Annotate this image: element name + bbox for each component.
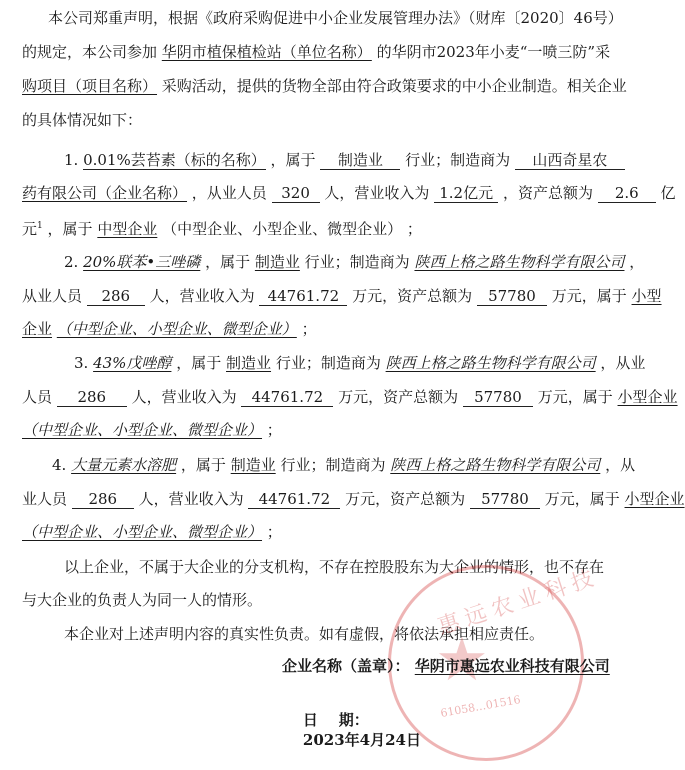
item-text: 万元，属于 xyxy=(544,490,620,508)
item-text: 人，营业收入为 xyxy=(138,490,244,508)
item-text: ，从 xyxy=(605,456,636,474)
item-text: 万元，属于 xyxy=(551,287,627,305)
item-text: 万元，属于 xyxy=(537,388,613,406)
intro-text: 采购活动，提供的货物全部由符合政策要求的中小企业制造。相关企业 xyxy=(161,77,627,95)
industry: 制造业 xyxy=(230,456,276,474)
item-text: 人，营业收入为 xyxy=(131,388,237,406)
enterprise-size: 中型企业 xyxy=(97,220,158,238)
project-name: 购项目（项目名称） xyxy=(22,77,158,95)
product-name: 大量元素水溶肥 xyxy=(71,456,177,474)
intro-text: 的华阴市2023年小麦“一喷三防”采 xyxy=(376,43,611,61)
manufacturer: 山西奇星农 xyxy=(515,151,625,170)
assets: 2.6 xyxy=(598,184,656,203)
item-text: ； xyxy=(301,320,317,338)
item-text: 万元，资产总额为 xyxy=(345,490,466,508)
item1-line-2 xyxy=(22,183,676,203)
item-number: 2. xyxy=(64,253,79,271)
item2-line-1 xyxy=(64,252,644,272)
staff-count: 286 xyxy=(87,287,145,306)
enterprise-size: 小型企业 xyxy=(617,388,678,406)
assets: 57780 xyxy=(470,490,540,509)
item3-line-2 xyxy=(22,387,678,407)
date-value: 2023年4月24日 xyxy=(302,731,421,749)
item-number: 3. xyxy=(74,354,89,372)
date-label: 日 期： xyxy=(302,711,369,729)
manufacturer: 陕西上格之路生物科学有限公司 xyxy=(390,456,601,474)
manufacturer: 药有限公司（企业名称） xyxy=(22,184,188,202)
size-options: （中型企业、小型企业、微型企业） xyxy=(22,523,263,541)
size-options: （中型企业、小型企业、微型企业） xyxy=(22,421,263,439)
product-name: 20%联苯•三唑磷 xyxy=(83,253,201,271)
intro-line-2 xyxy=(22,42,610,62)
item2-line-2 xyxy=(22,286,662,306)
item-text: ，属于 xyxy=(270,151,316,169)
item-text: ，属于 xyxy=(180,456,226,474)
item-text: 万元，资产总额为 xyxy=(338,388,459,406)
intro-line-1: 本公司郑重声明，根据《政府采购促进中小企业发展管理办法》（财库〔2020〕46号） xyxy=(48,9,623,27)
item1-line-1 xyxy=(64,150,625,170)
item4-line-3 xyxy=(22,522,282,542)
revenue: 44761.72 xyxy=(241,388,333,407)
item-text: 行业；制造商为 xyxy=(280,456,386,474)
item4-line-2 xyxy=(22,489,685,509)
closing-line-1: 以上企业，不属于大企业的分支机构，不存在控股股东为大企业的情形，也不存在 xyxy=(64,558,605,576)
revenue: 1.2亿元 xyxy=(434,184,498,203)
item-number: 4. xyxy=(52,456,67,474)
item-text: 业人员 xyxy=(22,490,68,508)
item-text: 行业；制造商为 xyxy=(275,354,381,372)
seal-number: 61058…01516 xyxy=(439,693,522,720)
product-name: 43%戊唑醇 xyxy=(93,354,172,372)
size-options: （中型企业、小型企业、微型企业） xyxy=(162,220,403,238)
item-text: ，从业 xyxy=(600,354,646,372)
item-text: ，属于 xyxy=(176,354,222,372)
revenue: 44761.72 xyxy=(248,490,340,509)
item-text: 万元，资产总额为 xyxy=(352,287,473,305)
staff-count: 286 xyxy=(72,490,134,509)
item-text: 元 xyxy=(22,220,38,238)
product-name: 0.01%芸苔素（标的名称） xyxy=(83,151,266,169)
size-options: （中型企业、小型企业、微型企业） xyxy=(56,320,297,338)
industry: 制造业 xyxy=(320,151,400,170)
seal-star-icon: ★ xyxy=(435,625,489,695)
intro-line-3 xyxy=(22,76,627,96)
intro-text: 的规定，本公司参加 xyxy=(22,43,158,61)
intro-line-4: 的具体情况如下： xyxy=(22,111,143,129)
item-text: 人，营业收入为 xyxy=(324,184,430,202)
unit-name: 华阴市植保植检站（单位名称） xyxy=(161,43,372,61)
date-signature xyxy=(282,690,421,770)
manufacturer: 陕西上格之路生物科学有限公司 xyxy=(385,354,596,372)
item-number: 1. xyxy=(64,151,79,169)
item-text: ，属于 xyxy=(205,253,251,271)
item-text: 亿 xyxy=(660,184,676,202)
seal-text: 惠远农业科技 xyxy=(434,564,603,641)
closing-line-2: 与大企业的负责人为同一人的情形。 xyxy=(22,591,263,609)
item2-line-3 xyxy=(22,319,317,339)
company-label: 企业名称（盖章）： xyxy=(282,657,410,675)
item3-line-1 xyxy=(74,353,645,373)
enterprise-size: 小型企业 xyxy=(624,490,685,508)
item-text: ； xyxy=(266,421,282,439)
item4-line-1 xyxy=(52,455,635,475)
item-text: 行业；制造商为 xyxy=(304,253,410,271)
enterprise-size: 小型 xyxy=(631,287,662,305)
footnote-mark: 1 xyxy=(37,221,43,231)
item1-line-3 xyxy=(22,216,422,239)
item-text: ，属于 xyxy=(47,220,93,238)
item-text: ，从业人员 xyxy=(191,184,267,202)
assets: 57780 xyxy=(477,287,547,306)
item-text: ， xyxy=(629,253,645,271)
item-text: 人，营业收入为 xyxy=(149,287,255,305)
item-text: 行业；制造商为 xyxy=(405,151,511,169)
item-text: ； xyxy=(266,523,282,541)
closing-line-3: 本企业对上述声明内容的真实性负责。如有虚假，将依法承担相应责任。 xyxy=(64,625,545,643)
item-text: 从业人员 xyxy=(22,287,83,305)
staff-count: 286 xyxy=(57,388,127,407)
item3-line-3 xyxy=(22,420,282,440)
industry: 制造业 xyxy=(226,354,272,372)
item-text: ； xyxy=(406,220,422,238)
company-name: 华阴市惠远农业科技有限公司 xyxy=(414,657,610,675)
enterprise-size: 企业 xyxy=(22,320,53,338)
staff-count: 320 xyxy=(272,184,320,203)
company-signature xyxy=(282,656,610,676)
item-text: 人员 xyxy=(22,388,53,406)
industry: 制造业 xyxy=(254,253,300,271)
revenue: 44761.72 xyxy=(259,287,347,306)
manufacturer: 陕西上格之路生物科学有限公司 xyxy=(414,253,625,271)
assets: 57780 xyxy=(463,388,533,407)
item-text: ，资产总额为 xyxy=(502,184,593,202)
